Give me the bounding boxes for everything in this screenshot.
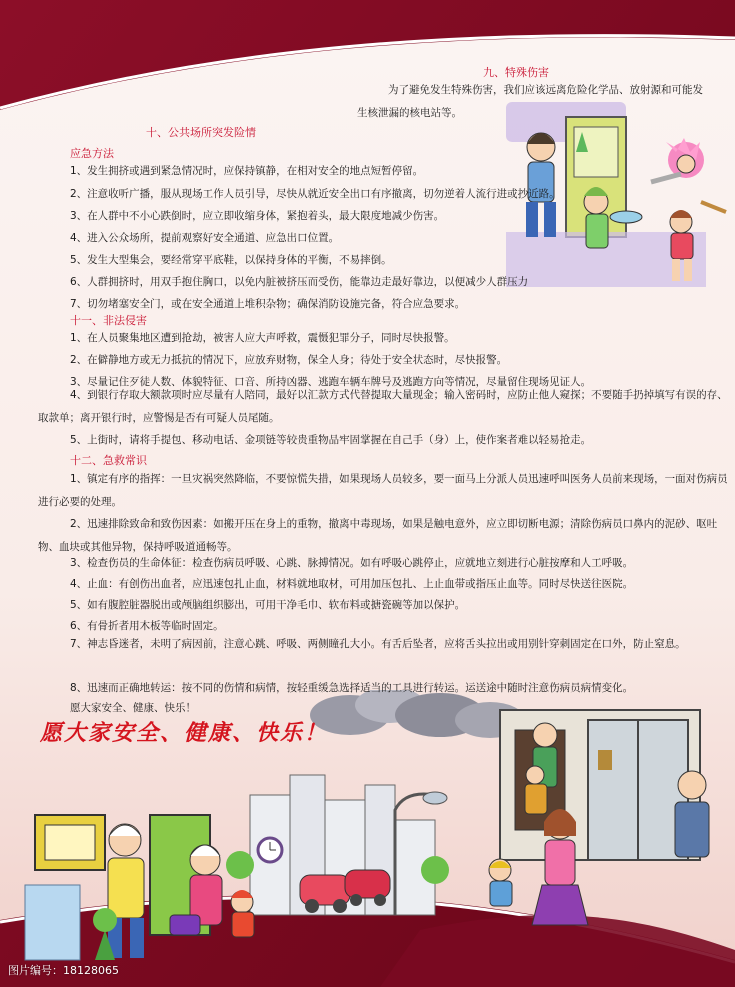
section9-title: 九、特殊伤害 <box>483 66 549 79</box>
section12-closing: 愿大家安全、健康、快乐！ <box>70 702 196 714</box>
section9-line1: 为了避免发生特殊伤害，我们应该远离危险化学品、放射源和可能发 <box>388 84 703 96</box>
section10-item: 1、发生拥挤或遇到紧急情况时，应保持镇静，在相对安全的地点短暂停留。 <box>70 165 424 177</box>
section12-item: 2、迅速排除致命和致伤因素：如搬开压在身上的重物，撤离中毒现场，如果是触电意外，应立即切断电源；清除伤病员口鼻内的泥砂、呕吐物、血块或其他异物，保持呼吸道通畅等。 <box>38 518 718 553</box>
section10-item: 4、进入公众场所，提前观察好安全通道、应急出口位置。 <box>70 232 340 244</box>
section10-item: 5、发生大型集会，要经常穿平底鞋，以保持身体的平衡，不易摔倒。 <box>70 254 392 266</box>
section10-title: 十、公共场所突发险情 <box>146 126 256 139</box>
section11-item: 5、上街时，请将手提包、移动电话、金项链等较贵重物品牢固掌握在自己手（身）上，使作案者难以轻易抢走。 <box>70 434 592 446</box>
section11-item: 3、尽量记住歹徒人数、体貌特征、口音、所持凶器、逃跑车辆车牌号及逃跑方向等情况，尽量留住现场见证人。 <box>70 376 592 388</box>
section11-item: 1、在人员聚集地区遭到抢劫，被害人应大声呼救，震慑犯罪分子，同时尽快报警。 <box>70 332 455 344</box>
section12-item: 5、如有腹腔脏器脱出或颅脑组织膨出，可用干净毛巾、软布料或搪瓷碗等加以保护。 <box>70 599 466 611</box>
section10-subtitle: 应急方法 <box>70 147 114 160</box>
section12-item: 1、镇定有序的指挥：一旦灾祸突然降临，不要惊慌失措，如果现场人员较多，要一面马上分派人员迅速呼叫医务人员前来现场，一面对伤病员进行必要的处理。 <box>38 473 728 508</box>
section12-item: 7、神志昏迷者，未明了病因前，注意心跳、呼吸、两侧瞳孔大小。有舌后坠者，应将舌头拉出或用别针穿刺固定在口外，防止窒息。 <box>70 638 686 650</box>
section10-item: 6、人群拥挤时，用双手抱住胸口，以免内脏被挤压而受伤，能靠边走最好靠边，以便减少人群压力 <box>70 276 529 288</box>
slogan: 愿大家安全、健康、快乐！ <box>40 720 329 746</box>
section11-item: 2、在僻静地方或无力抵抗的情况下，应放弃财物，保全人身；待处于安全状态时，尽快报警。 <box>70 354 508 366</box>
section12-item: 4、止血：有创伤出血者，应迅速包扎止血，材料就地取材，可用加压包扎、上止血带或指压止血等。同时尽快送往医院。 <box>70 578 634 590</box>
section10-item: 7、切勿堵塞安全门，或在安全通道上堆积杂物；确保消防设施完备，符合应急要求。 <box>70 298 466 310</box>
section12-item: 8、迅速而正确地转运：按不同的伤情和病情，按轻重缓急选择适当的工具进行转运。运送途中随时注意伤病员病情变化。 <box>70 682 634 694</box>
section12-item: 6、有骨折者用木板等临时固定。 <box>70 620 224 632</box>
section11-item: 4、到银行存取大额款项时应尽量有人陪同，最好以汇款方式代替提取大量现金；输入密码时，应防止他人窥探；不要随手扔掉填写有误的存、取款单；离开银行时，应警惕是否有可疑人员尾随。 <box>38 389 728 424</box>
watermark: 图片编号：18128065 <box>8 964 119 977</box>
section10-item: 3、在人群中不小心跌倒时，应立即收缩身体，紧抱着头，最大限度地减少伤害。 <box>70 210 445 222</box>
section9-line2: 生核泄漏的核电站等。 <box>357 107 462 119</box>
section11-title: 十一、非法侵害 <box>70 314 147 327</box>
section12-title: 十二、急救常识 <box>70 454 147 467</box>
section10-item: 2、注意收听广播，服从现场工作人员引导，尽快从就近安全出口有序撤离，切勿逆着人流行进或抄近路。 <box>70 188 560 200</box>
section12-item: 3、检查伤员的生命体征：检查伤病员呼吸、心跳、脉搏情况。如有呼吸心跳停止，应就地立刻进行心脏按摩和人工呼吸。 <box>70 557 634 569</box>
